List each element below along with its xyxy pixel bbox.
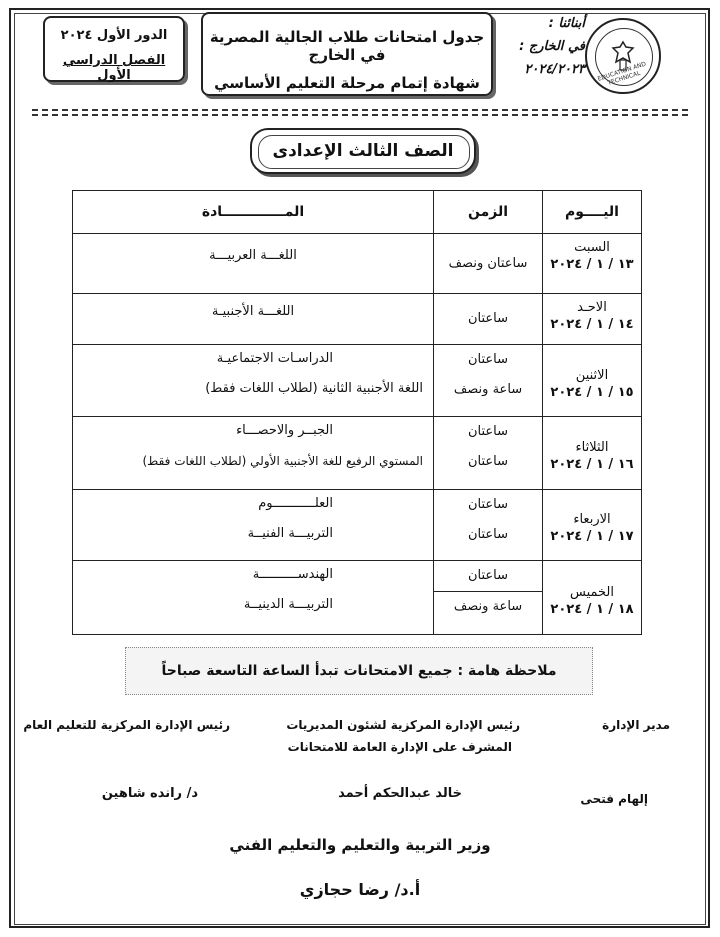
exam-round: الدور الأول ٢٠٢٤: [60, 28, 168, 43]
subject-cell: [73, 345, 434, 417]
abroad-line2: في الخارج :: [519, 39, 585, 54]
general-edu-title: رئيس الإدارة المركزية للتعليم العام: [23, 718, 230, 732]
exam-subject: اللغـــة العربيـــة: [209, 248, 297, 263]
table-header-row: [73, 191, 642, 234]
central-admin-name: خالد عبدالحكم أحمد: [338, 786, 462, 801]
time-cell: [434, 490, 543, 561]
day-date: ١٨ / ١ / ٢٠٢٤: [550, 601, 634, 617]
exam-time: ساعتان: [467, 352, 509, 367]
exam-time: ساعتان: [467, 568, 509, 583]
director-name: إلهام فتحى: [580, 792, 648, 806]
subject-cell: [73, 561, 434, 635]
exam-subject: العلـــــــــــوم: [258, 496, 333, 511]
exam-schedule-table: [72, 190, 642, 635]
table-row: [73, 345, 642, 417]
table-row: [73, 561, 642, 635]
exam-time: ساعتان ونصف: [448, 255, 528, 271]
separator-bottom: [32, 114, 688, 116]
table-row: [73, 417, 642, 490]
semester: الفصل الدراسي الأول: [62, 53, 166, 83]
day-name: الثلاثاء: [575, 440, 609, 455]
grade-title-text: الصف الثالث الإعدادى: [272, 141, 454, 161]
day-name: السبت: [574, 240, 610, 255]
day-name: الاربعاء: [573, 512, 611, 527]
exam-subject: الجبــر والاحصـــاء: [236, 423, 333, 438]
exam-subject: المستوي الرفيع للغة الأجنبية الأولي (لطلاب اللغات فقط): [142, 454, 423, 468]
header-subject: المـــــــــــــادة: [73, 191, 434, 234]
important-note: [125, 647, 593, 695]
day-date: ١٧ / ١ / ٢٠٢٤: [550, 529, 634, 544]
exam-subject: التربيـــة الدينيــة: [243, 597, 333, 612]
table-row: [73, 234, 642, 294]
exam-time: ساعتان: [467, 311, 509, 326]
day-cell: [543, 561, 642, 635]
exam-subject: الدراسـات الاجتماعيـة: [216, 351, 333, 366]
exam-subject: الهندســــــــــة: [252, 567, 333, 582]
subject-cell: [73, 294, 434, 345]
director-title: مدير الإدارة: [602, 718, 670, 732]
important-note-text: ملاحظة هامة : جميع الامتحانات تبدأ الساعة التاسعة صباحاً: [161, 663, 557, 679]
time-cell: [434, 345, 543, 417]
exam-time: ساعتان: [467, 424, 509, 439]
day-name: الاثنين: [575, 367, 609, 383]
separator-top: [32, 109, 688, 111]
time-cell: [434, 417, 543, 490]
header-time: الزمن: [434, 191, 543, 234]
round-box: [43, 16, 185, 82]
title-line2: شهادة إتمام مرحلة التعليم الأساسي: [214, 74, 480, 92]
abroad-block: [497, 16, 585, 85]
day-name: الخميس: [570, 584, 614, 600]
academic-year: ٢٠٢٤/٢٠٢٣: [524, 62, 585, 77]
abroad-line1: أبنائنا :: [548, 16, 585, 31]
day-date: ١٣ / ١ / ٢٠٢٤: [550, 257, 634, 272]
logo-text: EDUCATION AND TECHNICAL: [596, 60, 647, 87]
day-date: ١٥ / ١ / ٢٠٢٤: [550, 384, 634, 400]
subject-cell: [73, 234, 434, 294]
general-edu-name: د/ رانده شاهين: [101, 786, 198, 801]
day-cell: [543, 294, 642, 345]
central-admin-subtitle: المشرف على الإدارة العامة للامتحانات: [287, 740, 512, 754]
minister-name: أ.د/ رضا حجازي: [299, 880, 421, 899]
day-date: ١٤ / ١ / ٢٠٢٤: [550, 317, 634, 332]
exam-subject: اللغـــة الأجنبيـة: [211, 304, 295, 319]
minister-title: وزير التربية والتعليم والتعليم الفني: [229, 836, 491, 854]
exam-time: ساعة ونصف: [453, 382, 523, 397]
time-cell: [434, 234, 543, 294]
time-cell: [434, 294, 543, 345]
day-cell: [543, 417, 642, 490]
exam-subject: اللغة الأجنبية الثانية (لطلاب اللغات فقط): [205, 381, 423, 396]
ministry-logo: [585, 18, 661, 94]
exam-time: ساعتان: [467, 497, 509, 512]
exam-time: ساعتان: [467, 454, 509, 469]
day-cell: [543, 234, 642, 294]
day-date: ١٦ / ١ / ٢٠٢٤: [550, 457, 634, 472]
header-day: اليــــوم: [543, 191, 642, 234]
table-row: [73, 490, 642, 561]
exam-time: ساعة ونصف: [434, 591, 542, 622]
title-line1: جدول امتحانات طلاب الجالية المصرية في الخارج: [209, 28, 485, 64]
grade-title: [250, 128, 476, 174]
time-cell: [434, 561, 543, 635]
title-box: [201, 12, 493, 96]
central-admin-title: رئيس الإدارة المركزية لشئون المديريات: [286, 718, 520, 732]
subject-cell: [73, 417, 434, 490]
day-name: الاحـد: [577, 300, 607, 315]
exam-time: ساعتان: [467, 527, 509, 542]
day-cell: [543, 345, 642, 417]
day-cell: [543, 490, 642, 561]
subject-cell: [73, 490, 434, 561]
exam-subject: التربيـــة الفنيــة: [247, 526, 333, 541]
table-row: [73, 294, 642, 345]
